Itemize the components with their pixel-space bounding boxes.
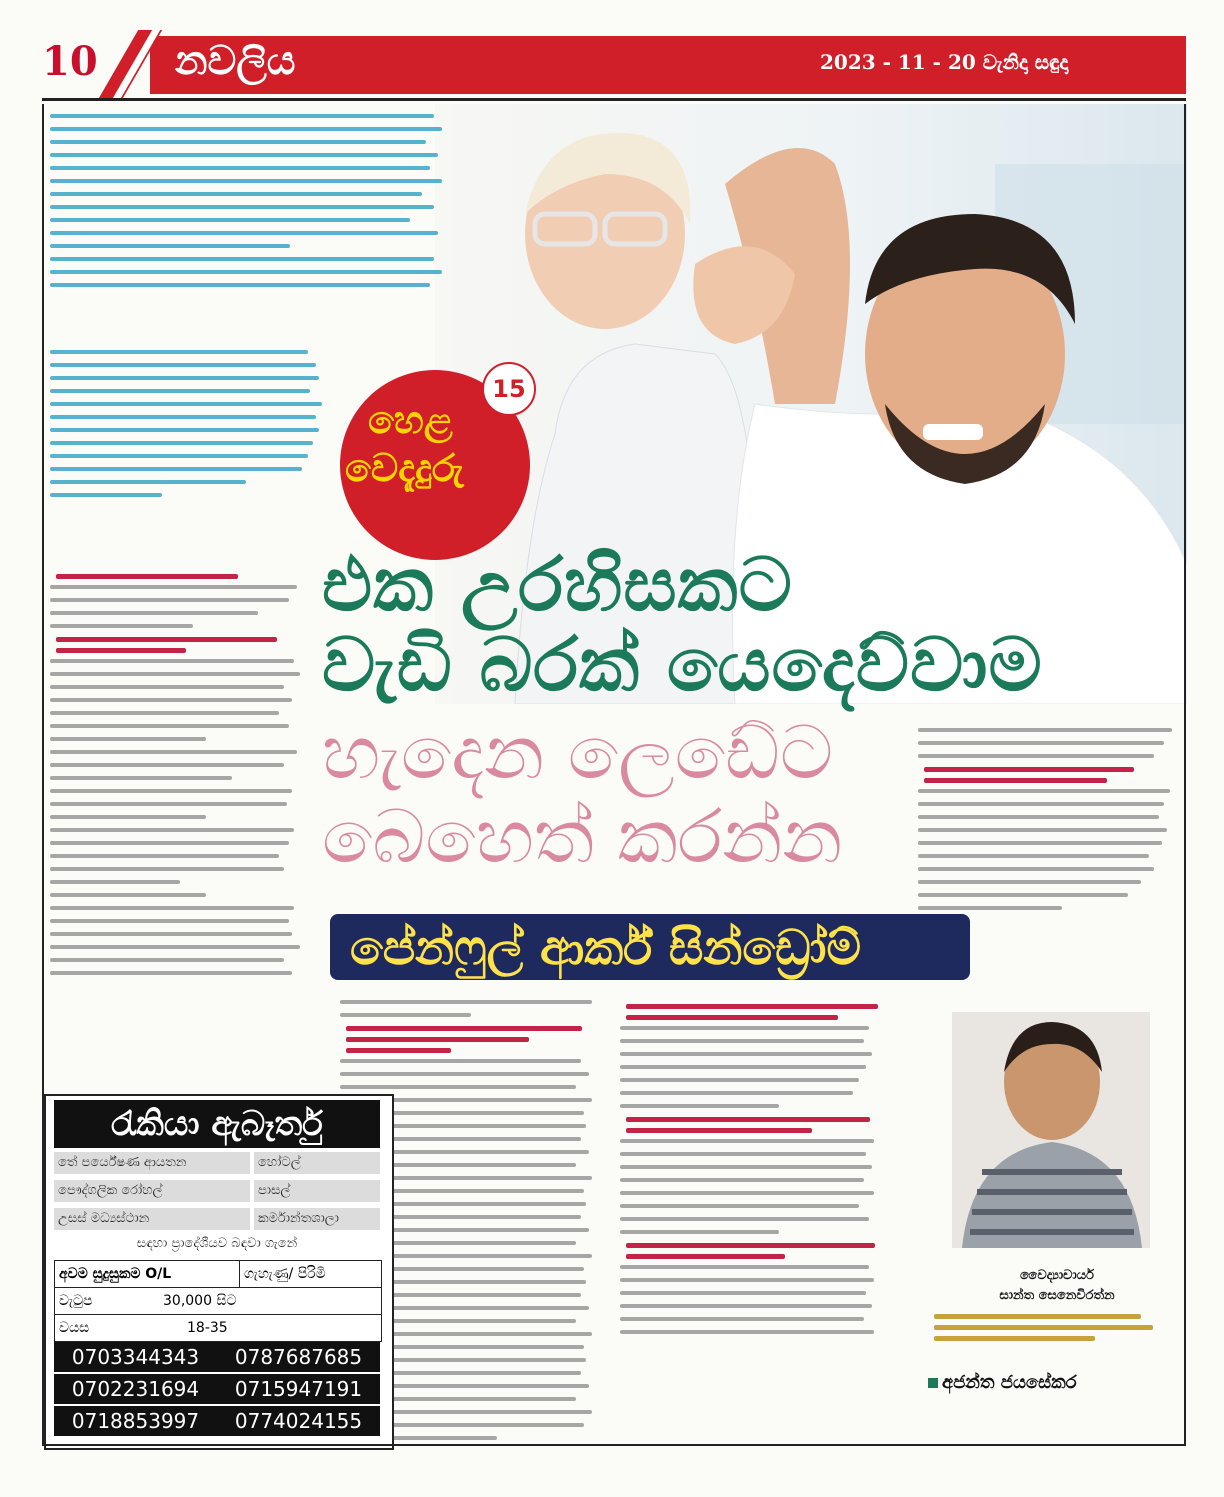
badge-episode-number: 15 <box>482 362 536 416</box>
ad-table-cell: අවම සුදුසුකම O/L <box>59 1266 172 1282</box>
ad-note: සඳහා ප්‍රාදේශීයව බඳවා ගැනේ <box>136 1236 298 1251</box>
ad-table-cell: වැටුප <box>59 1293 93 1309</box>
phone-row <box>54 1342 380 1372</box>
ad-table-cell: වයස <box>59 1320 90 1336</box>
author-portrait <box>952 1012 1150 1248</box>
phone-number: 0787687685 <box>234 1345 363 1369</box>
headline-line-4: බෙහෙත් කරන්න <box>322 794 843 880</box>
ad-row-left: පෞද්ගලික රෝහල් <box>54 1180 250 1202</box>
section-title: නවලිය <box>175 38 296 84</box>
author-photo <box>952 1012 1150 1248</box>
ad-row <box>54 1152 380 1176</box>
headline-line-2: වැඩි බරක් යෙදෙව්වාම <box>322 622 1043 708</box>
author-title: වෛද්‍යාචාර්ය <box>1019 1268 1094 1283</box>
subtitle-text: පේන්ෆුල් ආර්ක් සින්ඩ්‍රෝම් <box>350 920 861 976</box>
intro-text-block-2 <box>50 350 330 506</box>
ad-row-left: උසස් මධ්‍යස්ථාන <box>54 1208 250 1230</box>
ad-row <box>54 1208 380 1232</box>
ad-row-right: පාසල් <box>254 1180 380 1202</box>
phone-number: 0718853997 <box>71 1409 200 1433</box>
writer-bullet <box>928 1378 938 1388</box>
ad-row-right: හෝටල් <box>254 1152 380 1174</box>
page-number: 10 <box>42 38 98 85</box>
headline-line-1: එක උරහිසකට <box>322 542 793 628</box>
right-qa-column <box>918 728 1180 919</box>
ad-row <box>54 1180 380 1204</box>
phone-number: 0702231694 <box>71 1377 200 1401</box>
headline-line-3: හැදෙන ලෙඩේට <box>322 710 834 796</box>
ad-title: රැකියා ඇබෑර්තු <box>54 1100 380 1148</box>
phone-row <box>54 1406 380 1436</box>
phone-row <box>54 1374 380 1404</box>
writer-byline: අජන්ත ජයසේකර <box>942 1372 1077 1393</box>
phone-number: 0703344343 <box>71 1345 200 1369</box>
left-qa-column <box>50 570 310 984</box>
badge-line-2: වෙදැදුරු <box>345 446 464 490</box>
header-rule <box>42 98 1186 101</box>
ad-table <box>54 1260 382 1342</box>
ad-table-cell: ගැහැණු/ පිරිමි <box>239 1261 326 1287</box>
middle-column-2 <box>620 1000 885 1343</box>
phone-number: 0715947191 <box>234 1377 363 1401</box>
ad-row-right: කර්මාන්තශාලා <box>254 1208 380 1230</box>
ad-table-cell: 30,000 සිට <box>163 1293 237 1309</box>
issue-date: 2023 - 11 - 20 වැනිදා සඳුදා <box>820 50 1069 74</box>
author-name: සාන්ත සෙනෙවිරත්න <box>999 1288 1115 1303</box>
ad-row-left: තේ පර්යේෂණ ආයතන <box>54 1152 250 1174</box>
author-credentials <box>928 1310 1158 1347</box>
ad-table-cell: 18-35 <box>187 1320 228 1336</box>
badge-line-1: හෙළ <box>368 398 453 442</box>
phone-number: 0774024155 <box>234 1409 363 1433</box>
intro-text-block <box>50 114 450 296</box>
